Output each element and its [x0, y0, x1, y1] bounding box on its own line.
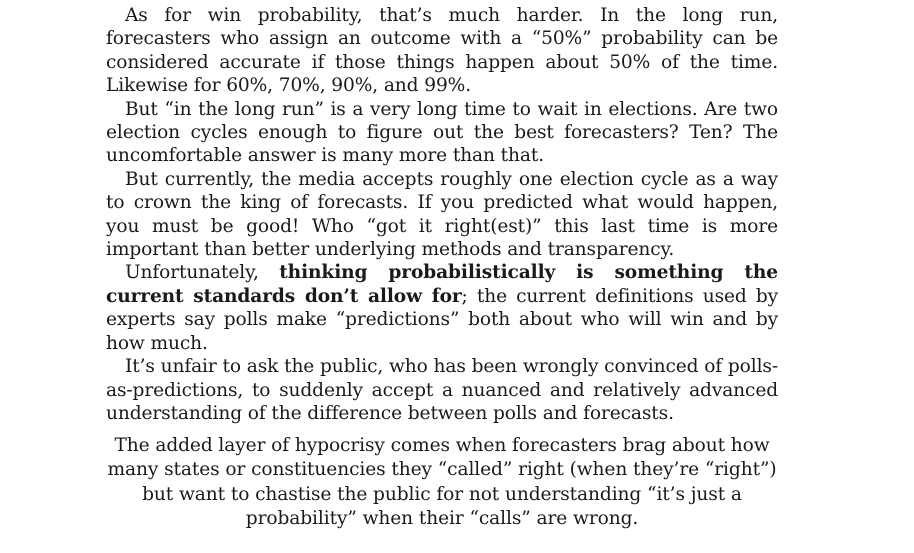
- text-column: [106, 0, 778, 425]
- paragraph-text: But “in the long run” is a very long time to wait in elections. Are two election cycles enough to figure out the best forecasters? Ten? The uncomfortable answer is many more than that.: [106, 98, 778, 167]
- pull-quote-text: The added layer of hypocrisy comes when forecasters brag about how many states or constituencies they “called” right (when they’re “right”) but want to chastise the public for not understanding “it’s just a probability” when their “calls” are wrong.: [107, 435, 777, 530]
- paragraph-text: Unfortunately,: [125, 262, 280, 284]
- pull-quote: [106, 434, 778, 532]
- paragraph-thinking-probabilistically: [106, 261, 778, 355]
- paragraph-text: It’s unfair to ask the public, who has been wrongly convinced of polls-as-predictions, to suddenly accept a nuanced and relatively advanced understanding of the difference between polls and forecasts.: [106, 356, 778, 424]
- paragraph-text: As for win probability, that’s much harder. In the long run, forecasters who assign an outcome with a “50%” probability can be considered accurate if those things happen about 50% of the time. Likewise for 60%, 70%, 90%, and 99%.: [106, 5, 778, 97]
- paragraph-text: But currently, the media accepts roughly one election cycle as a way to crown the king of forecasts. If you predicted what would happen, you must be good! Who “got it right(est)” this last time is more important than better underlying methods and transparency.: [106, 168, 778, 261]
- clipped-line-text: [106, 0, 778, 1]
- emphasized-text: thinking probabilistically is something the current standards don’t allow for: [106, 262, 778, 307]
- paragraph-win-probability: [106, 4, 778, 98]
- paragraph-long-run: [106, 98, 778, 168]
- paragraph-media-election-cycle: [106, 168, 778, 262]
- paragraph-unfair-to-public: [106, 355, 778, 425]
- paragraph-text: ; the current definitions used by experts say polls make “predictions” both about who will win and by how much.: [106, 285, 778, 354]
